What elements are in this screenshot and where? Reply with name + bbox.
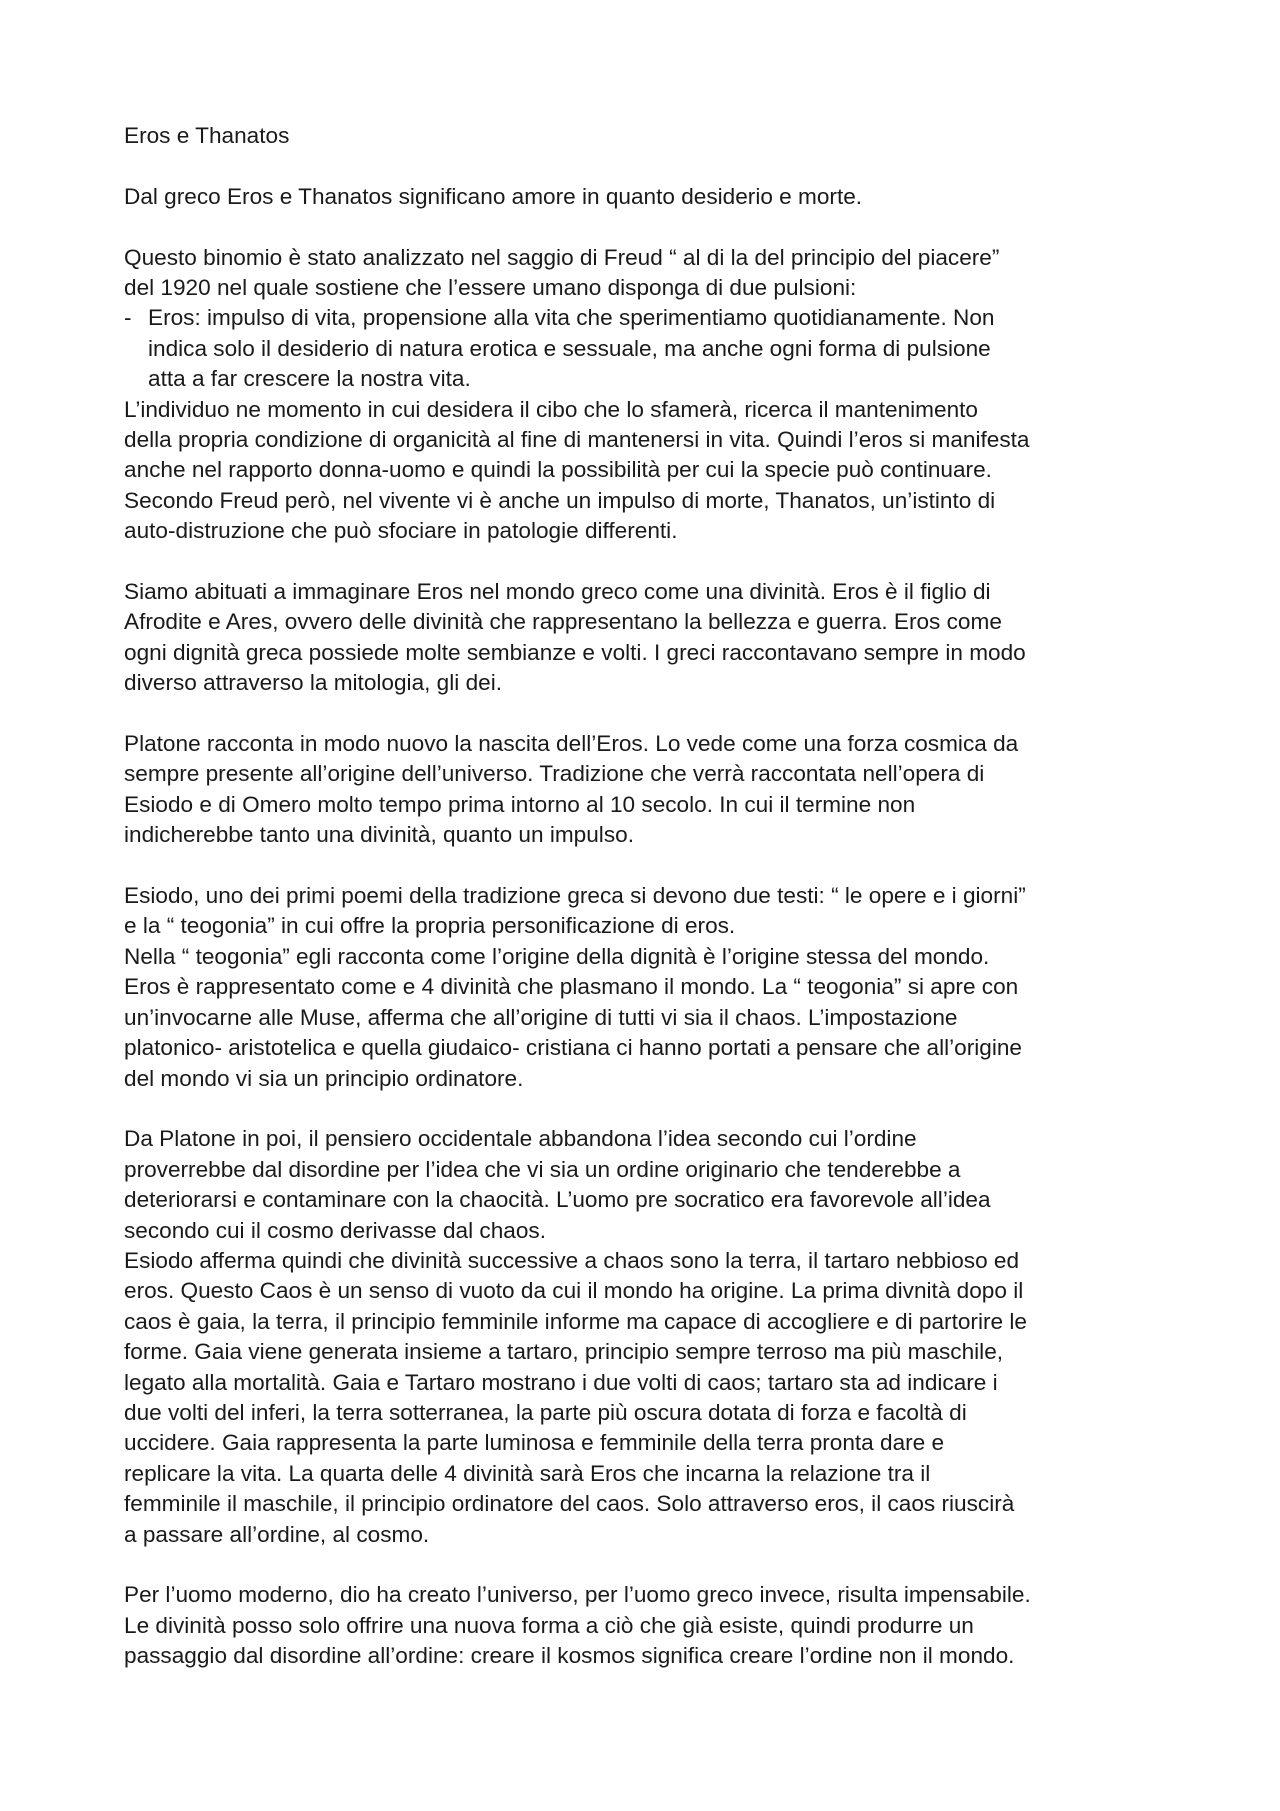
text-line: diverso attraverso la mitologia, gli dei. [124,670,502,696]
text-line: ogni dignità greca possiede molte sembianze e volti. I greci raccontavano sempre in modo [124,639,1026,665]
text-line: Esiodo e di Omero molto tempo prima intorno al 10 secolo. In cui il termine non [124,791,916,817]
text-line: Platone racconta in modo nuovo la nascita dell’Eros. Lo vede come una forza cosmica da [124,731,1019,757]
text-line: caos è gaia, la terra, il principio femminile informe ma capace di accogliere e di partorire le [124,1308,1027,1334]
text-line: del 1920 nel quale sostiene che l’essere umano disponga di due pulsioni: [124,275,857,300]
text-line: e la “ teogonia” in cui offre la propria personificazione di eros. [124,913,736,939]
text-line: eros. Questo Caos è un senso di vuoto da cui il mondo ha origine. La prima divnità dopo il [124,1278,1024,1304]
text-line: del mondo vi sia un principio ordinatore. [124,1065,524,1091]
paragraph-eros-divinita [124,577,1174,699]
text-line: replicare la vita. La quarta delle 4 divinità sarà Eros che incarna la relazione tra il [124,1460,931,1486]
document-title: Eros e Thanatos [124,123,290,148]
text-line: Secondo Freud però, nel vivente vi è anche un impulso di morte, Thanatos, un’istinto di [124,487,996,513]
text-line: della propria condizione di organicità al fine di mantenersi in vita. Quindi l’eros si manifesta [124,427,1030,453]
text-line: L’individuo ne momento in cui desidera il cibo che lo sfamerà, ricerca il mantenimento [124,396,978,422]
text-line: deteriorarsi e contaminare con la chaocità. L’uomo pre socratico era favorevole all’idea [124,1187,991,1213]
text-line: Dal greco Eros e Thanatos significano amore in quanto desiderio e morte. [124,183,863,209]
paragraph-caos [124,1124,1174,1550]
text-line: Nella “ teogonia” egli racconta come l’origine della dignità è l’origine stessa del mondo. [124,943,990,969]
document-page [124,121,1174,1702]
text-line: uccidere. Gaia rappresenta la parte luminosa e femminile della terra pronta dare e [124,1430,945,1456]
text-line: platonico- aristotelica e quella giudaico- cristiana ci hanno portati a pensare che all’origine [124,1035,1023,1061]
text-line: secondo cui il cosmo derivasse dal chaos. [124,1217,546,1243]
text-line: a passare all’ordine, al cosmo. [124,1521,430,1547]
text-line: femminile il maschile, il principio ordinatore del caos. Solo attraverso eros, il caos riuscirà [124,1491,1015,1517]
text-line: Esiodo afferma quindi che divinità successive a chaos sono la terra, il tartaro nebbioso ed [124,1247,1020,1273]
text-line: auto-distruzione che può sfociare in patologie differenti. [124,518,678,544]
text-line: un’invocarne alle Muse, afferma che all’origine di tutti vi sia il chaos. L’impostazione [124,1004,958,1030]
text-line: Eros è rappresentato come e 4 divinità che plasmano il mondo. La “ teogonia” si apre con [124,974,1019,1000]
text-line: forme. Gaia viene generata insieme a tartaro, principio sempre terroso ma più maschile, [124,1339,1004,1365]
paragraph-esiodo [124,881,1174,1094]
text-line: indica solo il desiderio di natura erotica e sessuale, ma anche ogni forma di pulsione [148,335,991,361]
text-line: Questo binomio è stato analizzato nel saggio di Freud “ al di la del principio del piacere” [124,244,1000,270]
paragraph-uomo-moderno [124,1580,1174,1671]
list-item-eros [124,303,1174,394]
text-line: legato alla mortalità. Gaia e Tartaro mostrano i due volti di caos; tartaro sta ad indicare i [124,1369,998,1395]
text-line: passaggio dal disordine all’ordine: creare il kosmos significa creare l’ordine non il mondo. [124,1643,1015,1669]
text-line: Le divinità posso solo offrire una nuova forma a ciò che già esiste, quindi produrre un [124,1612,974,1638]
text-line: Afrodite e Ares, ovvero delle divinità che rappresentano la bellezza e guerra. Eros come [124,609,1002,635]
text-line: sempre presente all’origine dell’universo. Tradizione che verrà raccontata nell’opera di [124,761,985,787]
paragraph-individuo [124,395,1174,547]
text-line: Eros: impulso di vita, propensione alla vita che sperimentiamo quotidianamente. Non [148,305,995,331]
text-line: Esiodo, uno dei primi poemi della tradizione greca si devono due testi: “ le opere e i giorni” [124,883,1026,909]
paragraph-freud [124,243,1174,304]
text-line: atta a far crescere la nostra vita. [148,366,471,392]
text-line: due volti del inferi, la terra sotterranea, la parte più oscura dotata di forza e facoltà di [124,1399,967,1425]
text-line: anche nel rapporto donna-uomo e quindi la possibilità per cui la specie può continuare. [124,457,992,483]
paragraph-platone [124,729,1174,851]
paragraph-intro [124,182,1174,212]
text-line: Da Platone in poi, il pensiero occidentale abbandona l’idea secondo cui l’ordine [124,1126,917,1152]
text-line: Siamo abituati a immaginare Eros nel mondo greco come una divinità. Eros è il figlio di [124,579,991,605]
list-dash-marker: - [124,305,132,331]
text-line: proverrebbe dal disordine per l’idea che vi sia un ordine originario che tenderebbe a [124,1156,961,1182]
text-line: Per l’uomo moderno, dio ha creato l’universo, per l’uomo greco invece, risulta impensabile. [124,1582,1031,1608]
text-line: indicherebbe tanto una divinità, quanto un impulso. [124,822,634,848]
